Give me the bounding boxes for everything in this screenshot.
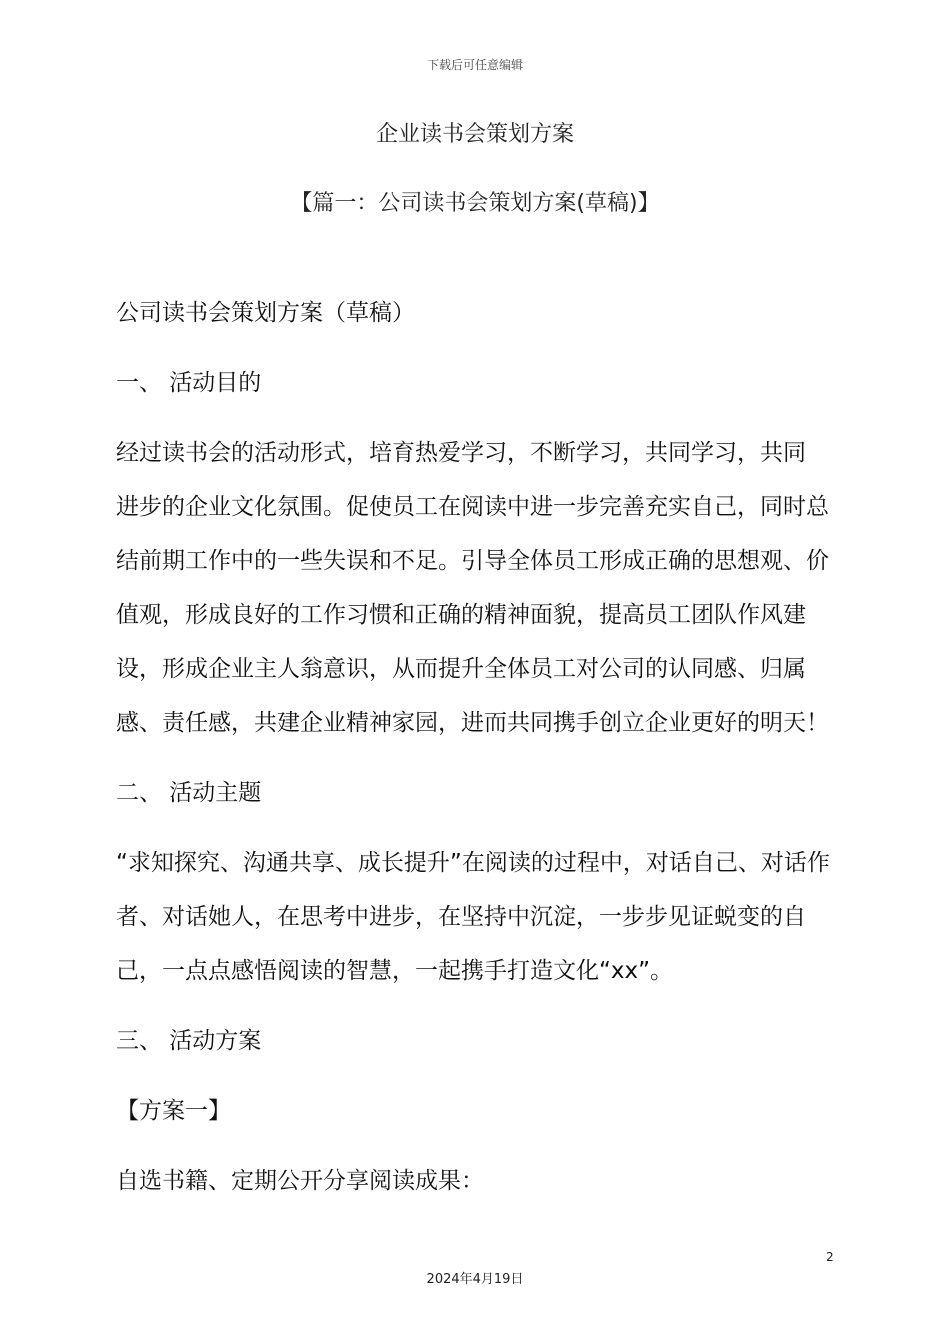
- body-line: 值观，形成良好的工作习惯和正确的精神面貌，提高员工团队作风建: [116, 602, 806, 628]
- body-line-section-heading: 公司读书会策划方案（草稿）: [116, 300, 415, 326]
- page-number: 2: [826, 1250, 834, 1264]
- body-line-heading-theme: 二、 活动主题: [116, 780, 262, 806]
- document-subtitle: 【篇一：公司读书会策划方案(草稿)】: [290, 191, 660, 216]
- body-line-heading-purpose: 一、 活动目的: [116, 370, 262, 396]
- body-line: “求知探究、沟通共享、成长提升”在阅读的过程中，对话自己、对话作: [116, 850, 830, 876]
- body-line: 结前期工作中的一些失误和不足。引导全体员工形成正确的思想观、价: [116, 548, 829, 574]
- footer-date: 2024年4月19日: [426, 1272, 524, 1287]
- body-line-heading-plan: 三、 活动方案: [116, 1028, 262, 1054]
- body-line: 感、责任感，共建企业精神家园，进而共同携手创立企业更好的明天！: [116, 710, 829, 736]
- document-title: 企业读书会策划方案: [375, 122, 574, 147]
- body-line: 者、对话她人，在思考中进步，在坚持中沉淀，一步步见证蜕变的自: [116, 904, 806, 930]
- body-line: 自选书籍、定期公开分享阅读成果：: [116, 1168, 484, 1194]
- body-line-plan-one: 【方案一】: [116, 1098, 231, 1124]
- body-line: 己，一点点感悟阅读的智慧，一起携手打造文化“xx”。: [116, 958, 674, 984]
- body-line: 经过读书会的活动形式，培育热爱学习，不断学习，共同学习，共同: [116, 440, 806, 466]
- header-note: 下载后可任意编辑: [426, 58, 523, 72]
- body-line: 设，形成企业主人翁意识，从而提升全体员工对公司的认同感、归属: [116, 656, 806, 682]
- body-line: 进步的企业文化氛围。促使员工在阅读中进一步完善充实自己，同时总: [116, 494, 829, 520]
